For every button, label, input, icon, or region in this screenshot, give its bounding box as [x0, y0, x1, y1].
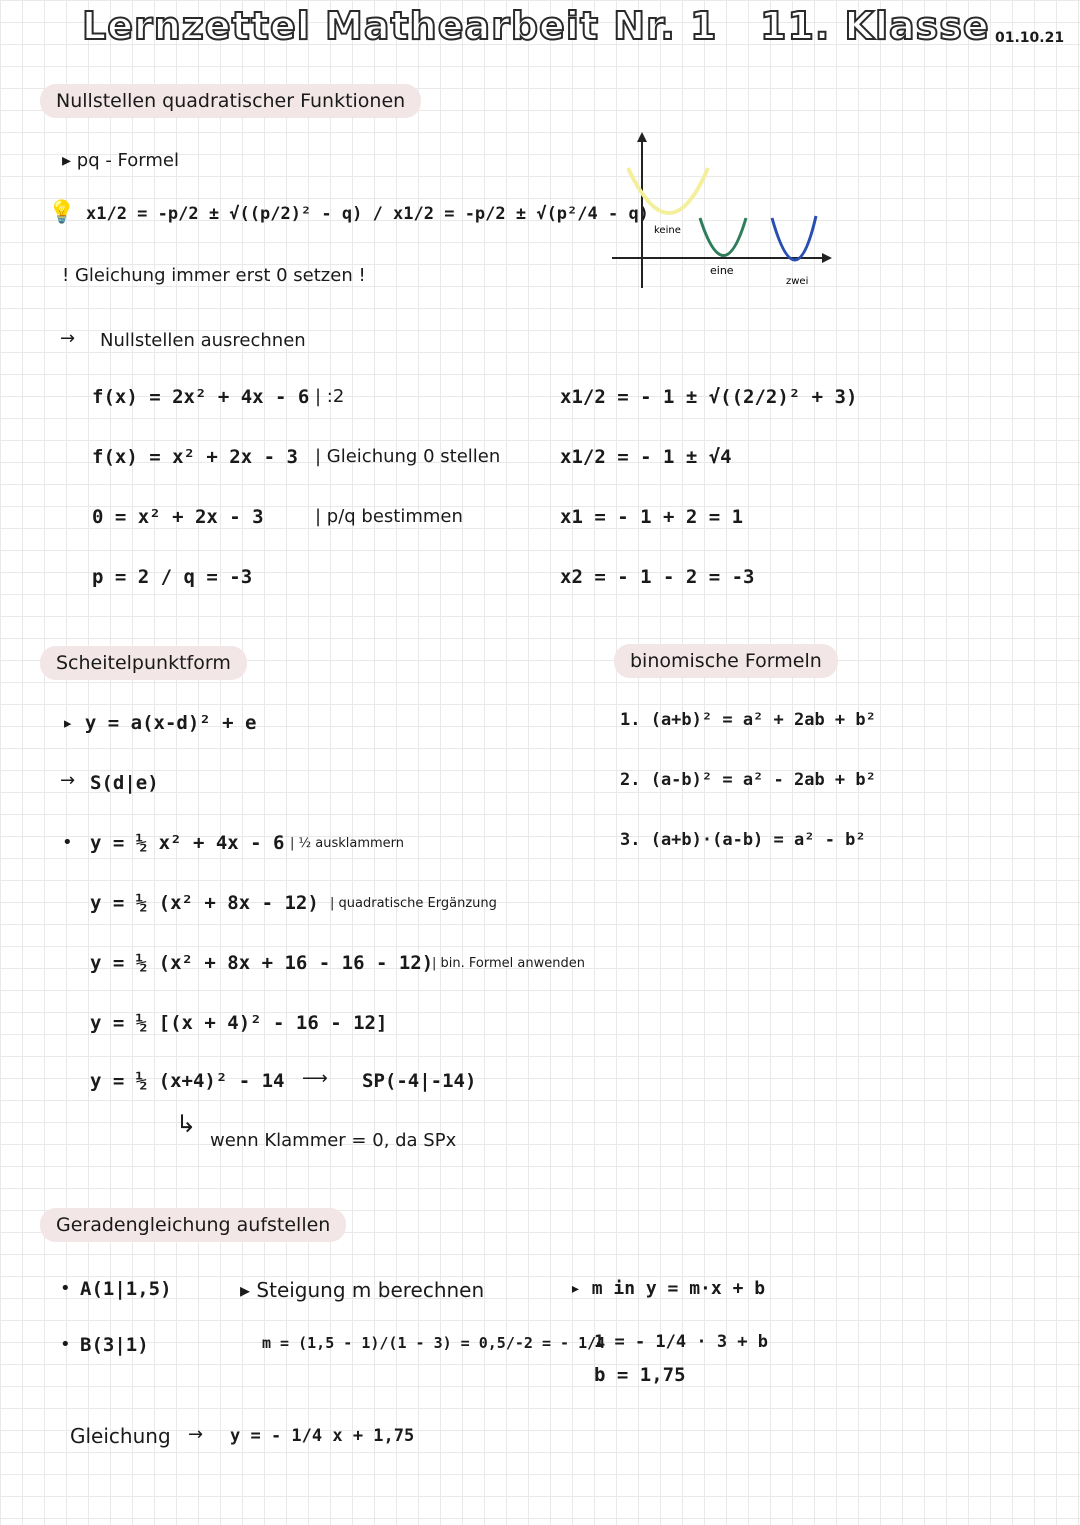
parabola-graph — [600, 128, 840, 298]
zero-note: ! Gleichung immer erst 0 setzen ! — [62, 265, 366, 286]
step-left-3-eq: 0 = x² + 2x - 3 — [92, 506, 264, 528]
graph-label-one: eine — [710, 264, 734, 277]
b-calc-2: b = 1,75 — [594, 1364, 686, 1386]
slope-calc: m = (1,5 - 1)/(1 - 3) = 0,5/-2 = - 1/4 — [262, 1334, 606, 1352]
slope-label: ▸ Steigung m berechnen — [240, 1278, 484, 1302]
class-label: 11. Klasse — [760, 4, 990, 48]
section-nullstellen-heading: Nullstellen quadratischer Funktionen — [40, 84, 421, 118]
pq-formula: x1/2 = -p/2 ± √((p/2)² - q) / x1/2 = -p/2 ± √(p²/4 - q) — [86, 204, 649, 224]
arrow-right-icon: → — [188, 1424, 204, 1445]
scheitel-step-2-eq: y = ½ (x² + 8x - 12) — [90, 892, 319, 914]
step-right-4: x2 = - 1 - 2 = -3 — [560, 566, 755, 588]
scheitel-sp: S(d|e) — [90, 772, 159, 794]
calc-label: Nullstellen ausrechnen — [100, 330, 306, 351]
arrow-right-icon: → — [60, 770, 76, 791]
date-label: 01.10.21 — [995, 30, 1065, 46]
graph-x-arrow — [822, 253, 832, 263]
step-left-1-comment: | :2 — [315, 386, 345, 407]
step-left-2-eq: f(x) = x² + 2x - 3 — [92, 446, 298, 468]
final-label: Gleichung — [70, 1424, 171, 1448]
scheitel-form: ▸ y = a(x-d)² + e — [62, 712, 256, 734]
step-right-1: x1/2 = - 1 ± √((2/2)² + 3) — [560, 386, 858, 408]
b-calc-1: 1 = - 1/4 · 3 + b — [594, 1332, 768, 1352]
graph-curve-one — [700, 218, 746, 256]
graph-y-arrow — [637, 132, 647, 142]
pq-label: ▸ pq - Formel — [62, 150, 179, 171]
graph-curve-none — [628, 168, 708, 213]
arrow-down-right-icon: ↳ — [176, 1110, 197, 1138]
binom-2: 2. (a-b)² = a² - 2ab + b² — [620, 770, 876, 790]
step-left-2-comment: | Gleichung 0 stellen — [315, 446, 501, 467]
lightbulb-icon: 💡 — [48, 200, 76, 225]
scheitel-note: wenn Klammer = 0, da SPx — [210, 1130, 457, 1151]
section-binom-heading: binomische Formeln — [614, 644, 838, 678]
bullet-icon: • — [62, 832, 73, 853]
step-left-1-eq: f(x) = 2x² + 4x - 6 — [92, 386, 310, 408]
step-left-3-comment: | p/q bestimmen — [315, 506, 463, 527]
arrow-right-icon: ⟶ — [302, 1068, 328, 1089]
graph-label-none: keine — [654, 225, 681, 236]
step-left-4-eq: p = 2 / q = -3 — [92, 566, 253, 588]
scheitel-step-3-comment: | bin. Formel anwenden — [432, 956, 585, 971]
page-title: Lernzettel Mathearbeit Nr. 1 — [82, 4, 718, 48]
bullet-icon: • — [60, 1278, 71, 1299]
scheitel-sp-result: SP(-4|-14) — [362, 1070, 477, 1092]
scheitel-step-3-eq: y = ½ (x² + 8x + 16 - 16 - 12) — [90, 952, 434, 974]
section-scheitel-heading: Scheitelpunktform — [40, 646, 247, 680]
graph-curve-two — [772, 216, 816, 260]
point-a: A(1|1,5) — [80, 1278, 172, 1300]
scheitel-step-2-comment: | quadratische Ergänzung — [330, 896, 497, 911]
step-right-2: x1/2 = - 1 ± √4 — [560, 446, 732, 468]
scheitel-step-5-eq: y = ½ (x+4)² - 14 — [90, 1070, 285, 1092]
m-in-label: ▸ m in y = m·x + b — [570, 1278, 765, 1299]
binom-3: 3. (a+b)·(a-b) = a² - b² — [620, 830, 866, 850]
point-b: B(3|1) — [80, 1334, 149, 1356]
step-right-3: x1 = - 1 + 2 = 1 — [560, 506, 744, 528]
scheitel-step-4-eq: y = ½ [(x + 4)² - 16 - 12] — [90, 1012, 388, 1034]
final-eq: y = - 1/4 x + 1,75 — [230, 1426, 415, 1446]
section-gerade-heading: Geradengleichung aufstellen — [40, 1208, 346, 1242]
graph-label-two: zwei — [786, 276, 809, 287]
scheitel-step-1-eq: y = ½ x² + 4x - 6 — [90, 832, 285, 854]
binom-1: 1. (a+b)² = a² + 2ab + b² — [620, 710, 876, 730]
arrow-right-icon: → — [60, 328, 76, 349]
bullet-icon: • — [60, 1334, 71, 1355]
scheitel-step-1-comment: | ½ ausklammern — [290, 836, 405, 851]
